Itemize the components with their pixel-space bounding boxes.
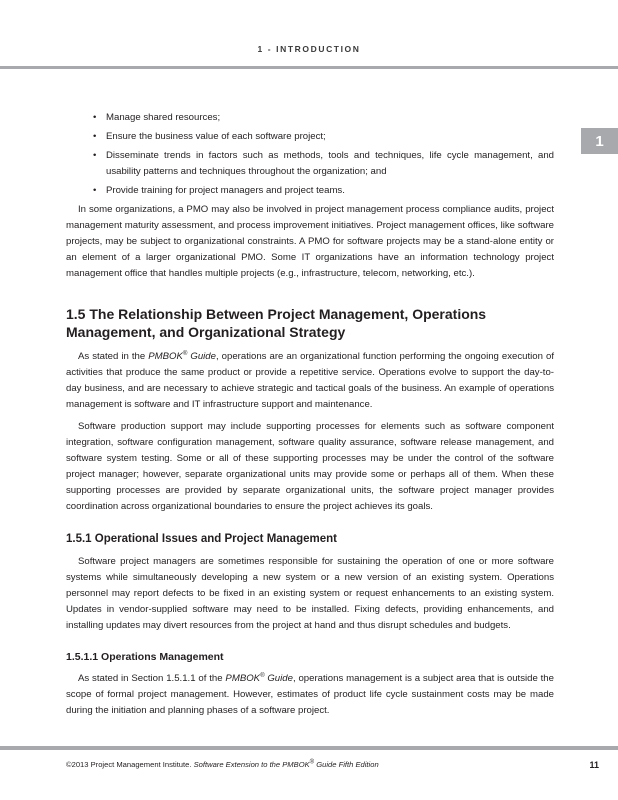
page-number: 11 xyxy=(589,760,599,770)
page-body xyxy=(66,110,554,725)
paragraph-pmo: In some organizations, a PMO may also be involved in project management process compliance audits, project management maturity assessment, and process improvement initiatives. Project management offices, like software projects, may be subject to organizational constraints. A PMO for software projects may be a stand-alone entity or an element of a larger organizational PMO. Some IT organizations have an information technology project management office that handles multiple projects (e.g., infrastructure, telecom, networking, etc.). xyxy=(66,204,554,279)
list-item: • Ensure the business value of each software project; xyxy=(66,129,554,145)
running-head: 1 - INTRODUCTION xyxy=(257,44,361,54)
bullet-icon: • xyxy=(93,185,97,196)
bullet-icon: • xyxy=(93,150,97,161)
paragraph-production-support: Software production support may include supporting processes for elements such as software component integration, software configuration management, software quality assurance, software release management, and software system testing. Some or all of these supporting processes may be under the control of the software project manager; however, separate organizational units may provide some or perhaps all of them. When these supporting processes are provided by separate organizational units, the software project manager provides coordination across organizational boundaries to ensure the project achieves its goals. xyxy=(66,421,554,512)
paragraph-operations-definition: As stated in the PMBOK® Guide, operations are an organizational function performing the ongoing execution of activities that produce the same product or provide a repetitive service. Operations evolve to support the day-to-day business, and are necessary to achieve strategic and tactical goals of the business. An example of operations management is software and IT infrastructure support and maintenance. xyxy=(66,350,554,410)
section-heading-1-5: 1.5 The Relationship Between Project Management, Operations Management, and Organizational Strategy xyxy=(66,306,487,340)
footer-rule xyxy=(0,746,618,750)
footer-copyright: ©2013 Project Management Institute. Software Extension to the PMBOK® Guide Fifth Edition xyxy=(66,759,379,769)
chapter-tab: 1 xyxy=(581,128,618,154)
section-heading-1-5-1: 1.5.1 Operational Issues and Project Management xyxy=(66,533,337,545)
paragraph-operations-management: As stated in Section 1.5.1.1 of the PMBOK® Guide, operations management is a subject area that is outside the scope of formal project management. However, estimates of product life cycle sustainment costs may be made during the initiation and planning phases of a software project. xyxy=(66,672,554,716)
pmbok-guide-ref: PMBOK® Guide xyxy=(148,350,216,362)
bullet-icon: • xyxy=(93,112,97,123)
paragraph-operational-issues: Software project managers are sometimes responsible for sustaining the operation of one or more software systems while simultaneously developing a new system or a new version of an existing system. Operations personnel may report defects to be fixed in an existing system or request enhancements to an existing system. Updates in vendor-supplied software may need to be installed. Fixing defects, providing enhancements, and installing updates may divert resources from the project at hand and thus disrupt schedules and budgets. xyxy=(66,556,554,631)
bullet-icon: • xyxy=(93,131,97,142)
list-item: • Manage shared resources; xyxy=(66,110,554,126)
pmbok-guide-ref: PMBOK® Guide xyxy=(225,672,293,684)
section-heading-1-5-1-1: 1.5.1.1 Operations Management xyxy=(66,651,224,663)
bullet-list xyxy=(66,110,554,199)
header-rule xyxy=(0,66,618,69)
page-footer xyxy=(66,760,599,770)
list-item: • Provide training for project managers and project teams. xyxy=(66,183,554,199)
list-item: • Disseminate trends in factors such as methods, tools and techniques, life cycle management, and usability patterns and techniques throughout the organization; and xyxy=(93,150,554,177)
